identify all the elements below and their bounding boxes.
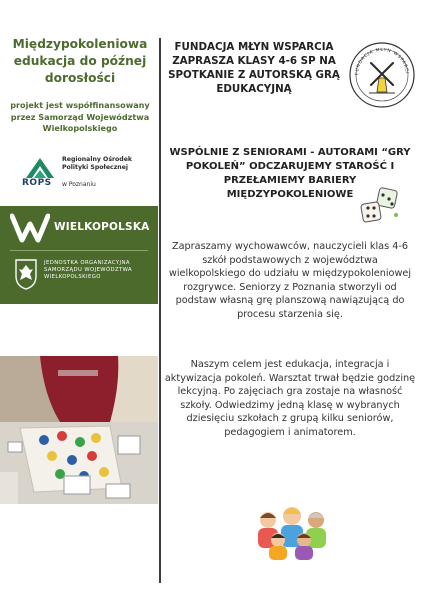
left-column: [0, 0, 158, 600]
right-column: [164, 0, 424, 600]
wielkopolska-logo-block: [0, 206, 158, 304]
organization-unit-text: JEDNOSTKA ORGANIZACYJNA SAMORZĄDU WOJEWÓDZTWA WIELKOPOLSKIEGO: [44, 260, 133, 280]
board-game-photo: [0, 356, 158, 504]
w-mark-icon: [10, 212, 50, 244]
description-paragraph-2: Naszym celem jest edukacja, integracja i aktywizacja pokoleń. Warsztat trwał będzie godzinę lekcyjną. Po zajęciach gra zostaje na własność szkoły. Odwiedzimy jedną klasę w wybranych dziesięciu szkołach z grupą kilku seniorów, pedagogiem i animatorem.: [164, 359, 416, 438]
invitation-heading: FUNDACJA MŁYN WSPARCIA ZAPRASZA KLASY 4-6 SP NA SPOTKANIE Z AUTORSKĄ GRĄ EDUKACYJNĄ: [168, 41, 340, 95]
rops-acronym: ROPS: [22, 178, 52, 188]
description-paragraph-1: Zapraszamy wychowawców, nauczycieli klas 4-6 szkół podstawowych z województwa wielkopolskiego do udziału w międzypokoleniowej rozgrywce. Seniorzy z Poznania stworzyli od podstaw własną grę planszową nawiązującą do procesu starzenia się.: [168, 241, 412, 320]
logo-divider: [10, 250, 148, 251]
rops-name: Regionalny Ośrodek Polityki Społecznej: [62, 156, 133, 171]
vertical-divider: [159, 38, 161, 583]
wielkopolska-logo: [10, 206, 150, 250]
funding-note: projekt jest współfinansowany przez Samorząd Województwa Wielkopolskiego: [10, 100, 150, 133]
project-title: Międzypokoleniowa edukacja do późnej dorosłości: [12, 37, 148, 85]
windmill-logo-text: FUNDACJA MŁYN WSPARCI: [354, 47, 410, 76]
dice-icon: [358, 185, 404, 225]
wielkopolska-label: WIELKOPOLSKA: [54, 221, 150, 233]
windmill-logo-icon: [347, 40, 417, 110]
rops-city: w Poznaniu: [62, 181, 96, 188]
people-group-icon: [252, 500, 332, 562]
eagle-crest-icon: [14, 258, 38, 290]
rops-logo: [22, 150, 142, 194]
tagline: WSPÓLNIE Z SENIORAMI - AUTORAMI “GRY POKOLEŃ” ODCZARUJEMY STAROŚĆ I PRZEŁAMIEMY BARIERY MIĘDZYPOKOLENIOWE: [169, 147, 411, 200]
